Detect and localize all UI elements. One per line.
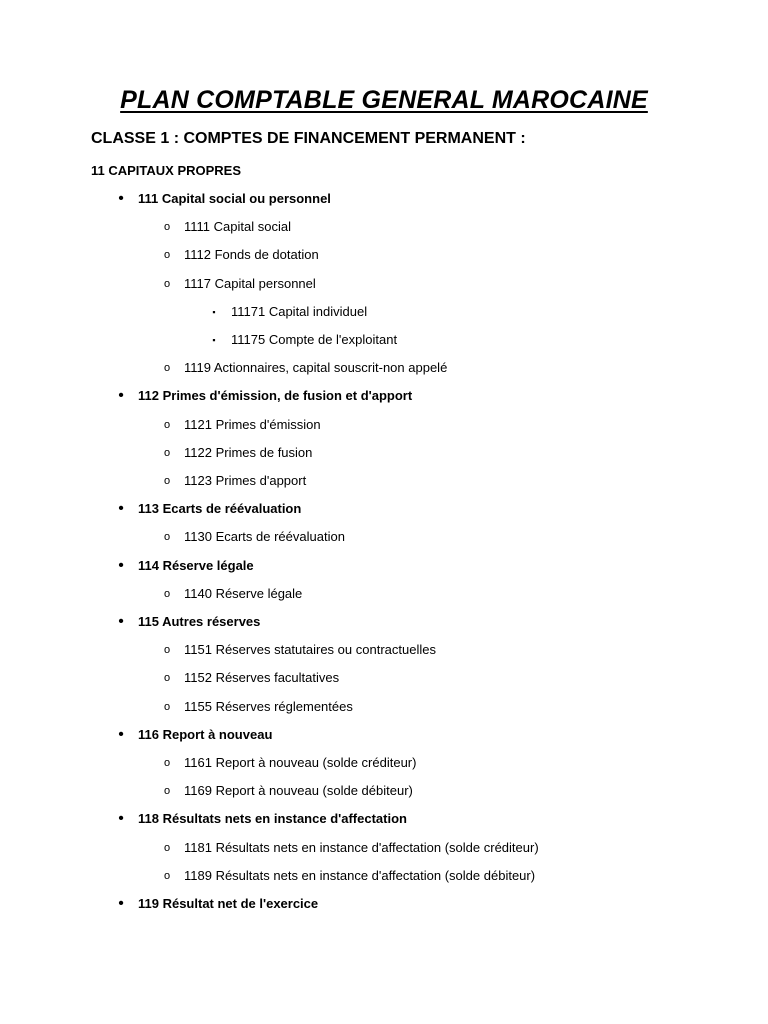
- account-label: 112 Primes d'émission, de fusion et d'apport: [138, 388, 413, 403]
- bullet-icon: •: [118, 500, 124, 517]
- account-label: 111 Capital social ou personnel: [138, 191, 331, 206]
- circle-bullet-icon: o: [163, 672, 171, 684]
- account-label: 118 Résultats nets en instance d'affectation: [138, 811, 407, 826]
- bullet-icon: •: [118, 895, 124, 912]
- bullet-icon: •: [118, 190, 124, 207]
- circle-bullet-icon: o: [163, 870, 171, 882]
- bullet-icon: •: [118, 387, 124, 404]
- account-label: 1169 Report à nouveau (solde débiteur): [184, 783, 413, 798]
- account-label: 1112 Fonds de dotation: [184, 247, 319, 262]
- section-heading: 11 CAPITAUX PROPRES: [91, 163, 242, 178]
- account-label: 1181 Résultats nets en instance d'affectation (solde créditeur): [184, 840, 539, 855]
- square-bullet-icon: ▪: [212, 335, 216, 345]
- bullet-icon: •: [118, 810, 124, 827]
- account-label: 11171 Capital individuel: [231, 304, 368, 319]
- account-label: 116 Report à nouveau: [138, 727, 273, 742]
- circle-bullet-icon: o: [163, 447, 171, 459]
- circle-bullet-icon: o: [163, 475, 171, 487]
- circle-bullet-icon: o: [163, 221, 171, 233]
- circle-bullet-icon: o: [163, 785, 171, 797]
- account-label: 1161 Report à nouveau (solde créditeur): [184, 755, 417, 770]
- class-heading: CLASSE 1 : COMPTES DE FINANCEMENT PERMANENT :: [91, 130, 526, 147]
- account-label: 1151 Réserves statutaires ou contractuelles: [184, 642, 436, 657]
- account-label: 11175 Compte de l'exploitant: [231, 332, 398, 347]
- square-bullet-icon: ▪: [212, 307, 216, 317]
- account-label: 1122 Primes de fusion: [184, 445, 313, 460]
- bullet-icon: •: [118, 726, 124, 743]
- account-label: 1140 Réserve légale: [184, 586, 303, 601]
- account-label: 1119 Actionnaires, capital souscrit-non appelé: [184, 360, 448, 375]
- document-title: PLAN COMPTABLE GENERAL MAROCAINE: [120, 86, 648, 114]
- account-label: 1111 Capital social: [184, 219, 291, 234]
- account-label: 1117 Capital personnel: [184, 276, 316, 291]
- circle-bullet-icon: o: [163, 362, 171, 374]
- account-label: 1130 Ecarts de réévaluation: [184, 529, 345, 544]
- circle-bullet-icon: o: [163, 644, 171, 656]
- circle-bullet-icon: o: [163, 419, 171, 431]
- circle-bullet-icon: o: [163, 757, 171, 769]
- account-label: 1152 Réserves facultatives: [184, 670, 340, 685]
- account-label: 1155 Réserves réglementées: [184, 699, 353, 714]
- circle-bullet-icon: o: [163, 249, 171, 261]
- account-label: 1123 Primes d'apport: [184, 473, 307, 488]
- account-label: 119 Résultat net de l'exercice: [138, 896, 319, 911]
- circle-bullet-icon: o: [163, 278, 171, 290]
- bullet-icon: •: [118, 557, 124, 574]
- account-label: 1189 Résultats nets en instance d'affectation (solde débiteur): [184, 868, 536, 883]
- account-label: 114 Réserve légale: [138, 558, 254, 573]
- account-label: 113 Ecarts de réévaluation: [138, 501, 302, 516]
- circle-bullet-icon: o: [163, 842, 171, 854]
- account-label: 1121 Primes d'émission: [184, 417, 321, 432]
- account-label: 115 Autres réserves: [138, 614, 261, 629]
- circle-bullet-icon: o: [163, 588, 171, 600]
- bullet-icon: •: [118, 613, 124, 630]
- circle-bullet-icon: o: [163, 701, 171, 713]
- circle-bullet-icon: o: [163, 531, 171, 543]
